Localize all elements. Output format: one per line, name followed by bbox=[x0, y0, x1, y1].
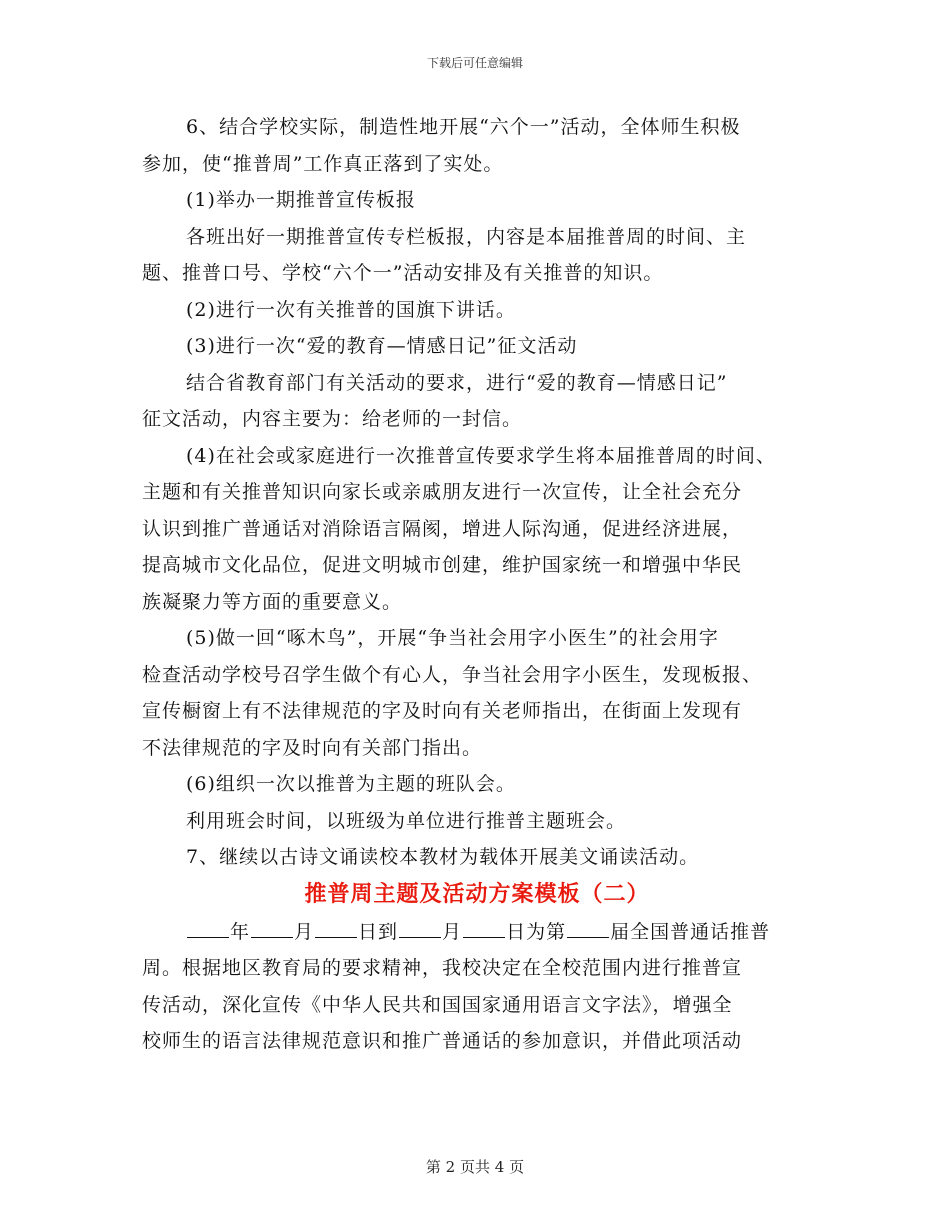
list-item-heading: (4)在社会或家庭进行一次推普宣传要求学生将本届推普周的时间、 bbox=[186, 444, 776, 467]
blank-underline bbox=[567, 917, 609, 938]
text-line: 题、推普口号、学校“六个一”活动安排及有关推普的知识。 bbox=[142, 262, 664, 284]
list-item-heading: (6)组织一次以推普为主题的班队会。 bbox=[186, 773, 516, 795]
blank-underline bbox=[187, 917, 229, 938]
blank-underline bbox=[399, 917, 441, 938]
text-line: 主题和有关推普知识向家长或亲戚朋友进行一次宣传，让全社会充分 bbox=[142, 481, 743, 503]
text-line: 检查活动学校号召学生做个有心人，争当社会用字小医生，发现板报、 bbox=[142, 663, 763, 686]
blank-label: 年 bbox=[230, 920, 251, 943]
text-line: 不法律规范的字及时向有关部门指出。 bbox=[142, 736, 483, 759]
list-item-heading: (1)举办一期推普宣传板报 bbox=[186, 189, 416, 211]
blank-label: 月 bbox=[294, 920, 315, 943]
blank-label: 月 bbox=[442, 920, 463, 943]
text-line: 结合省教育部门有关活动的要求，进行“爱的教育—情感日记” bbox=[186, 371, 728, 394]
page-number: 第 2 页共 4 页 bbox=[425, 1158, 525, 1176]
list-item-heading: (2)进行一次有关推普的国旗下讲话。 bbox=[186, 298, 516, 321]
blank-label: 日到 bbox=[358, 920, 399, 943]
document-body bbox=[142, 109, 812, 1060]
blank-label: 届全国普通话推普 bbox=[610, 920, 771, 943]
text-line: 族凝聚力等方面的重要意义。 bbox=[142, 590, 403, 613]
text-line: 7、继续以古诗文诵读校本教材为载体开展美文诵读活动。 bbox=[186, 846, 700, 868]
fill-in-line bbox=[142, 914, 812, 951]
section-title: 推普周主题及活动方案模板（二） bbox=[304, 881, 650, 907]
blank-underline bbox=[463, 917, 505, 938]
blank-label: 日为第 bbox=[506, 920, 567, 943]
text-line: 周。根据地区教育局的要求精神，我校决定在全校范围内进行推普宣 bbox=[142, 957, 743, 979]
text-line: 征文活动，内容主要为：给老师的一封信。 bbox=[142, 408, 523, 430]
text-line: 宣传橱窗上有不法律规范的字及时向有关老师指出，在街面上发现有 bbox=[142, 700, 743, 722]
text-line: 传活动，深化宣传《中华人民共和国国家通用语言文字法》，增强全 bbox=[142, 993, 733, 1016]
blank-underline bbox=[251, 917, 293, 938]
text-line: 利用班会时间，以班级为单位进行推普主题班会。 bbox=[186, 809, 627, 832]
text-line: 6、结合学校实际，制造性地开展“六个一”活动，全体师生积极 bbox=[186, 116, 741, 138]
list-item-heading: (5)做一回“啄木鸟”，开展“争当社会用字小医生”的社会用字 bbox=[186, 627, 719, 649]
text-line: 参加，使“推普周”工作真正落到了实处。 bbox=[142, 152, 504, 175]
text-line: 校师生的语言法律规范意识和推广普通话的参加意识，并借此项活动 bbox=[142, 1030, 743, 1052]
list-item-heading: (3)进行一次“爱的教育—情感日记”征文活动 bbox=[186, 335, 578, 357]
text-line: 提高城市文化品位，促进文明城市创建，维护国家统一和增强中华民 bbox=[142, 554, 743, 576]
text-line: 各班出好一期推普宣传专栏板报，内容是本届推普周的时间、主 bbox=[186, 225, 747, 248]
text-line: 认识到推广普通话对消除语言隔阂，增进人际沟通，促进经济进展， bbox=[142, 517, 743, 540]
blank-underline bbox=[315, 917, 357, 938]
header-note: 下载后可任意编辑 bbox=[426, 56, 523, 70]
